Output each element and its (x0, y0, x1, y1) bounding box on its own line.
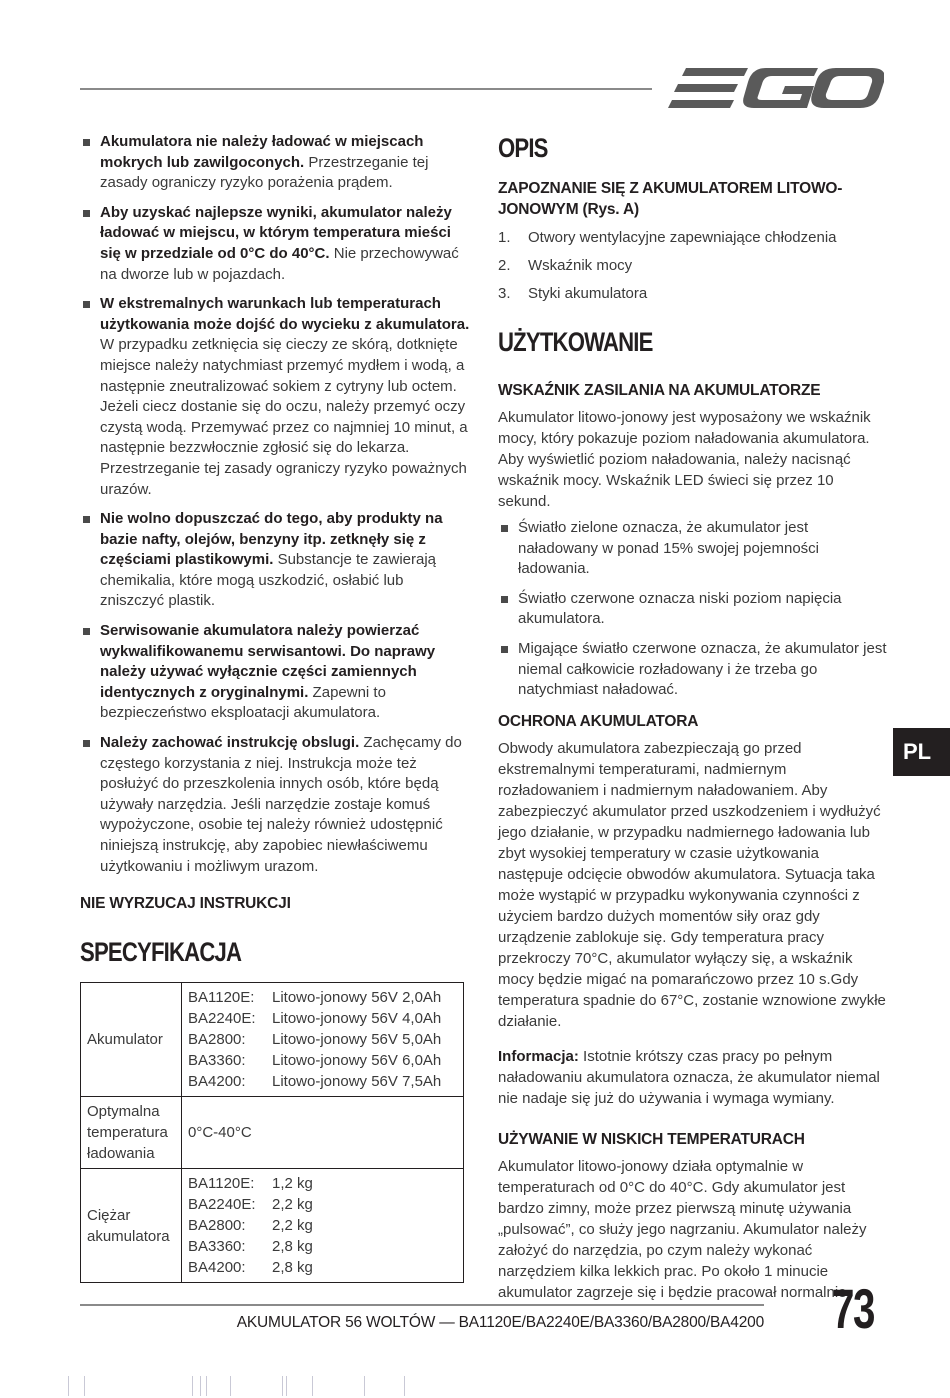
spec-table (80, 982, 464, 1283)
right-column (498, 132, 888, 1303)
info-text: Istotnie krótszy czas pracy po pełnym naładowaniu akumulatora oznacza, że akumulator niemal nie nadaje się już do używania i wymaga wymiany. (498, 1047, 880, 1107)
info-label: Informacja: (498, 1047, 579, 1065)
spec-model: BA3360: (188, 1238, 246, 1256)
spec-value: Litowo-jonowy 56V 2,0Ah (272, 989, 442, 1007)
safety-bullet (80, 621, 470, 724)
bullet-text: Przestrzeganie tej zasady ograniczy ryzyko porażenia prądem. (100, 153, 429, 192)
spec-row-temperature (81, 1097, 464, 1169)
spec-value: Litowo-jonowy 56V 6,0Ah (272, 1052, 442, 1070)
list-item: 3. Styki akumulatora (498, 285, 648, 302)
opis-list (498, 228, 888, 304)
spec-row-battery (81, 983, 464, 1097)
bullet-text: Nie przechowywać na dworze lub w pojazdach. (100, 244, 459, 283)
keep-instructions-heading: NIE WYRZUCAJ INSTRUKCJI (80, 895, 291, 913)
usage-heading: UŻYTKOWANIE (498, 327, 653, 357)
indicator-text: Akumulator litowo-jonowy jest wyposażony we wskaźnik mocy, który pokazuje poziom naładowania akumulatora. Aby wyświetlić poziom naładowania, należy nacisnąć wskaźnik mocy. Wskaźnik LED świeci się przez 10 sekund. (498, 409, 871, 510)
spec-value: 0°C-40°C (182, 1097, 464, 1169)
safety-bullet (80, 203, 470, 285)
bullet-bold: Należy zachować instrukcję obslugi. (100, 734, 360, 752)
protection-text: Obwody akumulatora zabezpieczają go przed ekstremalnymi temperaturami, nadmiernym rozładowaniem i nadmiernym naładowaniem. Aby zabezpieczyć akumulator przed uszkodzeniem i wydłużyć jego działanie, w przypadku nadmiernego ładowania lub zbyt wysokiej temperatury w czasie użytkowania następuje odcięcie obwodów akumulatora. Sytuacja taka może wystąpić w przypadku wykonywania czynności z użyciem bardzo dużych momentów siły oraz gdy urządzenie zablokuje się. Gdy temperatura pracy przekroczy 70°C, akumulator wyłączy się, a wskaźnik mocy będzie migać na pomarańczowo przez 10 s.Gdy temperatura spadnie do 67°C, zostanie wznowione zwykłe działanie. (498, 739, 886, 1030)
spec-model: BA2800: (188, 1217, 246, 1235)
info-paragraph (498, 1046, 888, 1109)
safety-bullet (80, 132, 470, 194)
page-number: 73 (832, 1277, 874, 1340)
bullet-text: W przypadku zetknięcia się cieczy ze skórą, dotknięte miejsce należy natychmiast przemyć mydłem i wodą, a następnie zneutralizować sokiem z cytryny lub octem. Jeżeli ciecz dostanie się do oczu, należy przemyć oczy czystą wodą. Przemywać przez co najmniej 10 minut, a następnie bezzwłocznie zgłosić się do lekarza. Przestrzeganie tej zasady ograniczy ryzyko poważnych urazów. (100, 336, 468, 498)
spec-model: BA4200: (188, 1073, 246, 1091)
indicator-heading: WSKAŹNIK ZASILANIA NA AKUMULATORZE (498, 382, 821, 399)
list-item: Światło czerwone oznacza niski poziom napięcia akumulatora. (498, 589, 888, 630)
header-rule (80, 88, 652, 90)
list-item: Migające światło czerwone oznacza, że akumulator jest niemal całkowicie rozładowany i że trzeba go natychmiast naładować. (498, 639, 888, 701)
safety-bullets (80, 132, 470, 877)
ego-logo (668, 60, 884, 116)
spec-row-weight (81, 1169, 464, 1283)
spec-label: Ciężar akumulatora (81, 1169, 182, 1283)
spec-model: BA2800: (188, 1031, 246, 1049)
language-tab: PL (893, 728, 950, 776)
indicator-bullets (498, 518, 888, 701)
list-item: 1. Otwory wentylacyjne zapewniające chłodzenia (498, 229, 837, 246)
footer-title: AKUMULATOR 56 WOLTÓW — BA1120E/BA2240E/BA3360/BA2800/BA4200 (236, 1314, 764, 1331)
spec-value: Litowo-jonowy 56V 7,5Ah (272, 1073, 442, 1091)
spec-values (182, 983, 464, 1097)
bullet-text: Zachęcamy do częstego korzystania z niej. Instrukcja może też posłużyć do przeszkolenia innych osób, które będą używały narzędzia. Jeśli narzędzie zostaje komuś wypożyczone, osobie tej należy również udostępnić niniejszą instrukcję, aby zapobiec niewłaściwemu użytkowaniu i możliwym urazom. (100, 734, 462, 875)
spec-label: Akumulator (81, 983, 182, 1097)
spec-model: BA3360: (188, 1052, 246, 1070)
bullet-bold: W ekstremalnych warunkach lub temperaturach użytkowania może dojść do wycieku z akumulatora. (100, 295, 470, 333)
spec-model: BA1120E: (188, 1175, 255, 1193)
list-item: 2. Wskaźnik mocy (498, 257, 633, 274)
bullet-text: Substancje te zawierają chemikalia, które mogą uszkodzić, osłabić lub zniszczyć plastik. (100, 551, 437, 610)
spec-model: BA4200: (188, 1259, 246, 1277)
bullet-bold: Aby uzyskać najlepsze wyniki, akumulator należy ładować w miejscu, w którym temperatura mieści się w przedziale od 0°C do 40°C. (100, 203, 452, 262)
spec-model: BA1120E: (188, 989, 255, 1007)
spec-label: Optymalna temperatura ładowania (81, 1097, 182, 1169)
list-item: Światło zielone oznacza, że akumulator jest naładowany w ponad 15% swojej pojemności ładowania. (498, 518, 888, 580)
spec-value: 2,2 kg (272, 1196, 313, 1214)
left-column (80, 132, 470, 1283)
spec-value: 2,8 kg (272, 1259, 313, 1277)
spec-value: 2,2 kg (272, 1217, 313, 1235)
cold-text: Akumulator litowo-jonowy działa optymalnie w temperaturach od 0°C do 40°C. Gdy akumulator jest bardzo zimny, może przez pierwszą minutę używania „pulsować”, co służy jego nagrzaniu. Akumulator należy założyć do narzędzia, po czym należy wykonać narzędziem kilka lekkich prac. Po około 1 minucie akumulator zagrzeje się i będzie pracował normalnie. (498, 1157, 867, 1301)
spec-value: Litowo-jonowy 56V 4,0Ah (272, 1010, 442, 1028)
safety-bullet (80, 733, 470, 877)
cold-heading: UŻYWANIE W NISKICH TEMPERATURACH (498, 1130, 805, 1148)
bullet-text: Zapewni to bezpieczeństwo eksploatacji akumulatora. (100, 683, 386, 722)
spec-values (182, 1169, 464, 1283)
bullet-bold: Akumulatora nie należy ładować w miejscach mokrych lub zawilgoconych. (100, 133, 424, 171)
spec-model: BA2240E: (188, 1196, 256, 1214)
opis-heading: OPIS (498, 133, 548, 163)
safety-bullet (80, 294, 470, 500)
footer-rule (80, 1304, 764, 1306)
spec-model: BA2240E: (188, 1010, 256, 1028)
bullet-bold: Nie wolno dopuszczać do tego, aby produkty na bazie nafty, olejów, benzyny itp. zetknęły się z częściami plastikowymi. (100, 510, 443, 569)
opis-subheading: ZAPOZNANIE SIĘ Z AKUMULATOREM LITOWO-JONOWYM (Rys. A) (498, 180, 843, 218)
spec-value: 2,8 kg (272, 1238, 313, 1256)
safety-bullet (80, 509, 470, 612)
spec-heading: SPECYFIKACJA (80, 937, 242, 968)
spec-value: 1,2 kg (272, 1175, 313, 1193)
spec-value: Litowo-jonowy 56V 5,0Ah (272, 1031, 442, 1049)
bullet-bold: Serwisowanie akumulatora należy powierzać wykwalifikowanemu serwisantowi. Do naprawy należy używać wyłącznie części zamiennych identycznych z oryginalnymi. (100, 622, 436, 701)
protection-heading: OCHRONA AKUMULATORA (498, 712, 699, 730)
